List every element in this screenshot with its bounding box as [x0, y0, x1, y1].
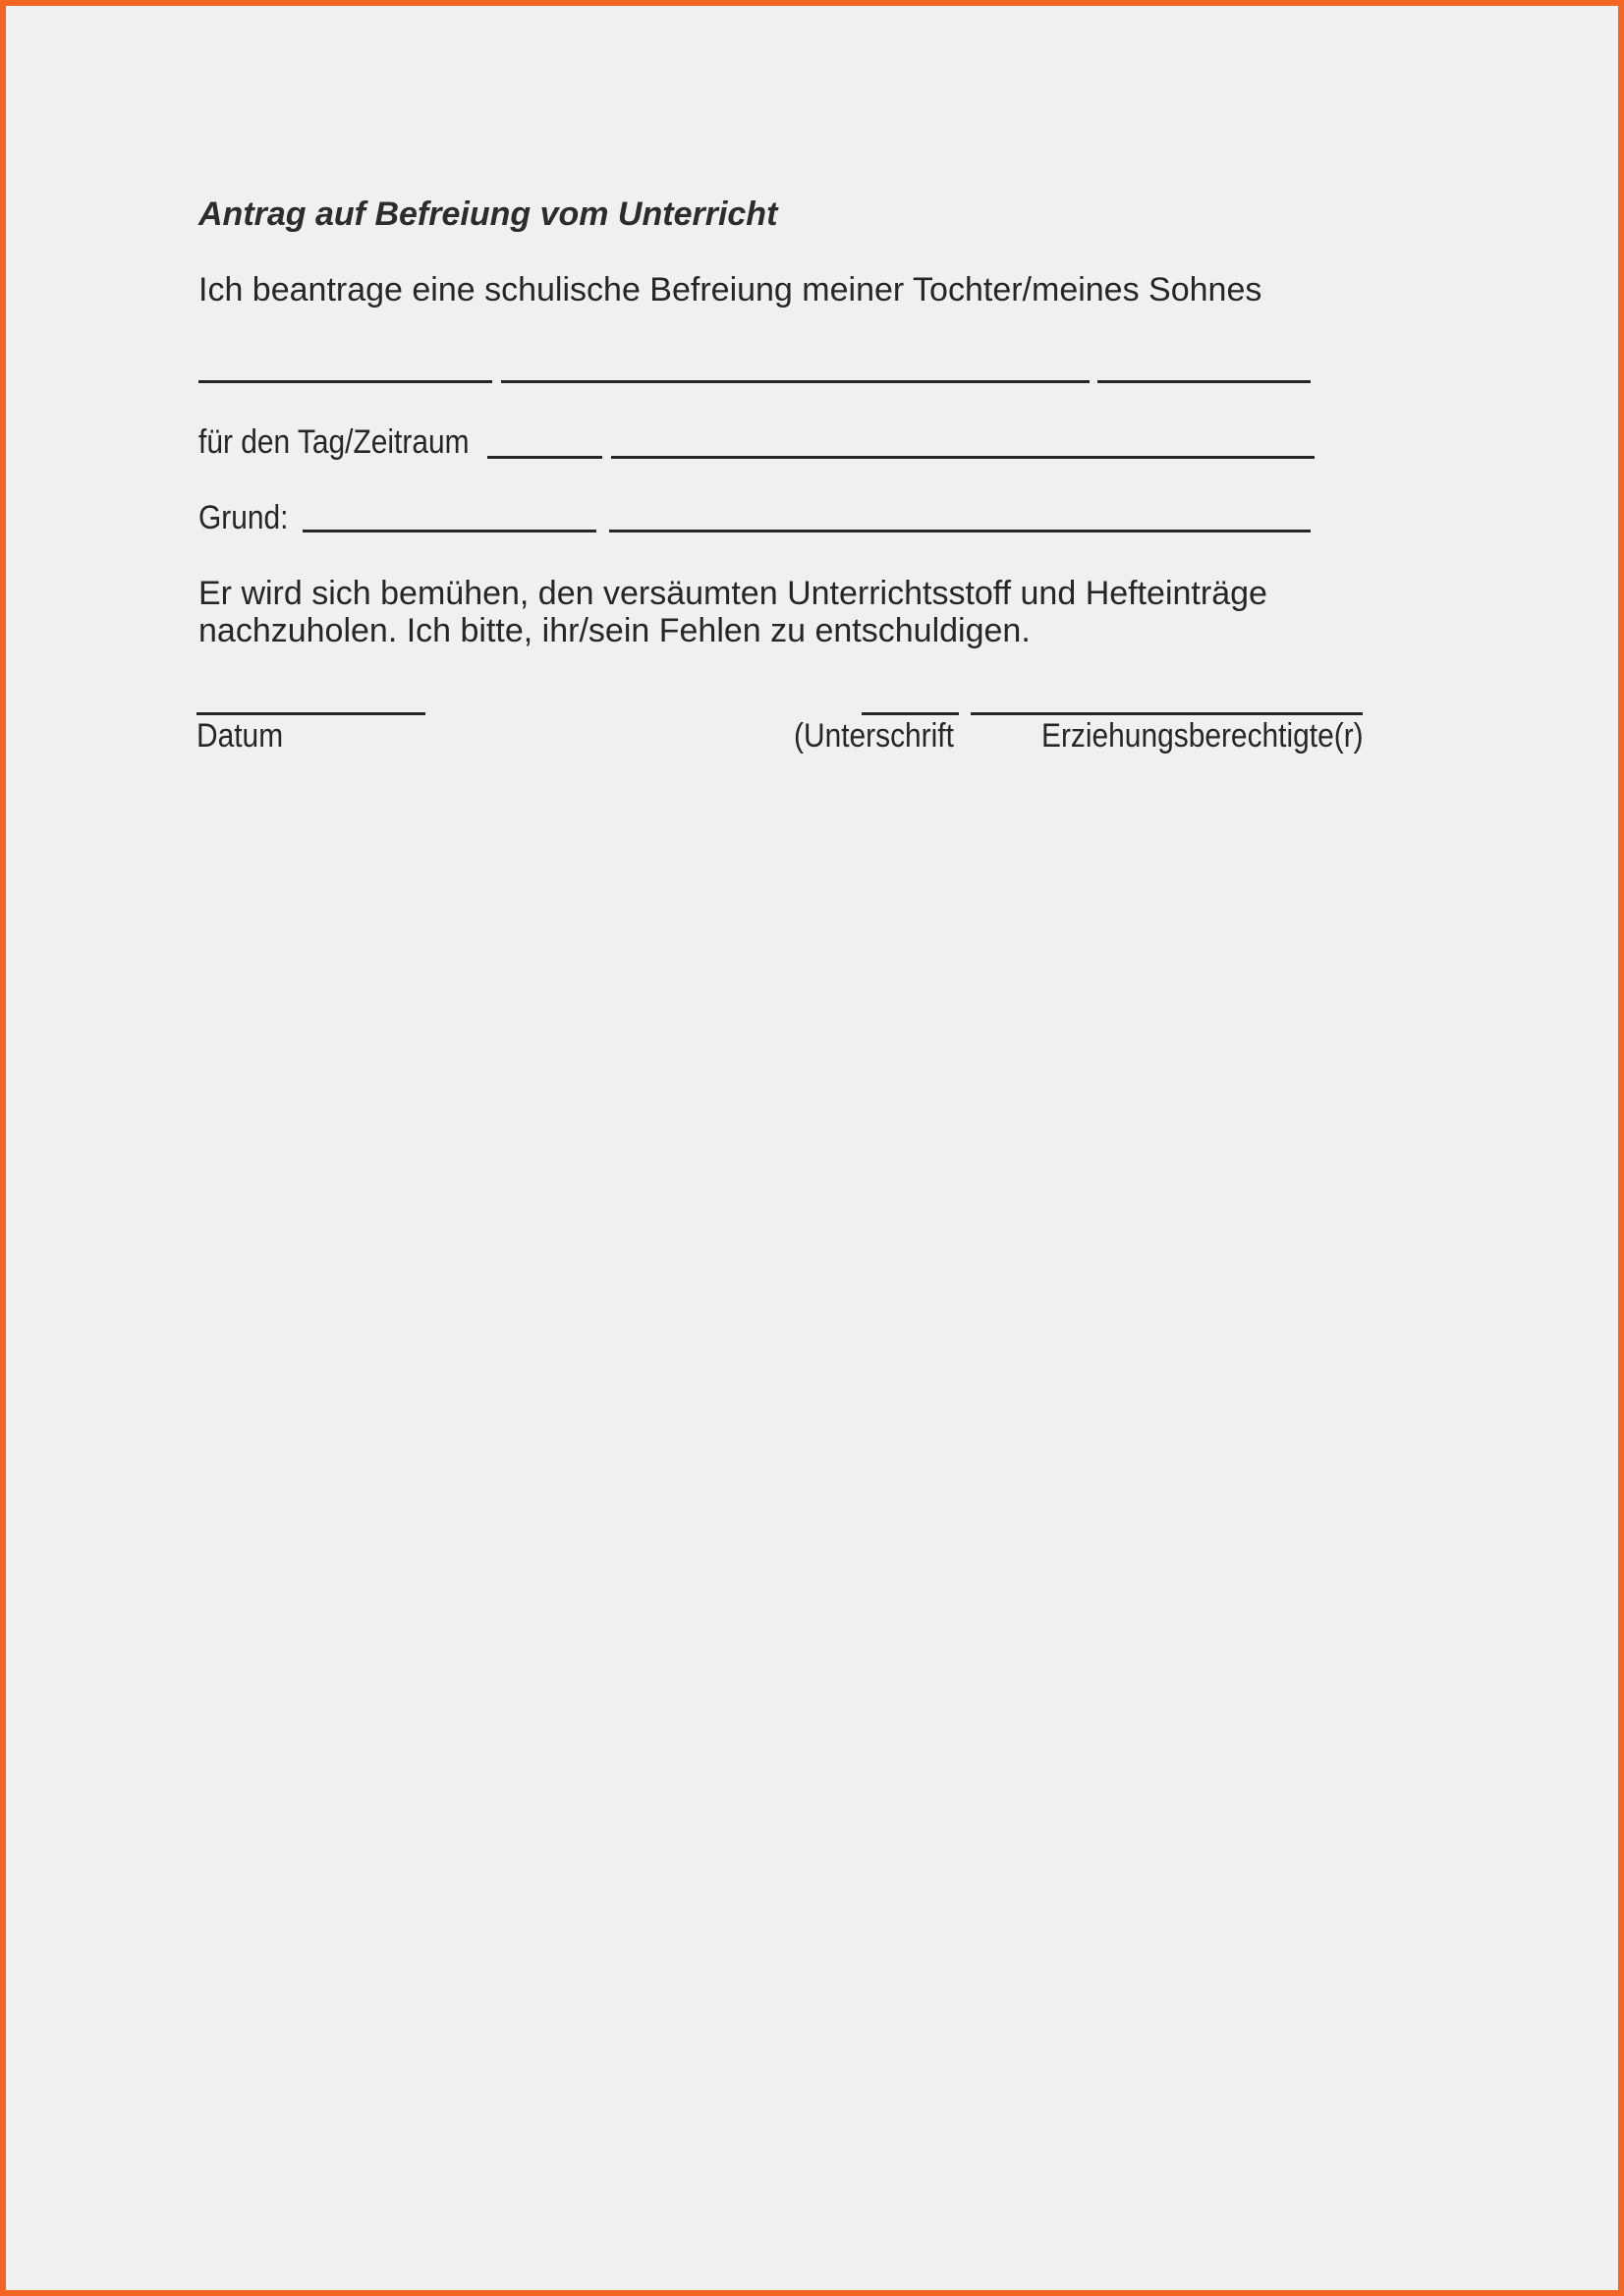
closing-line-2: nachzuholen. Ich bitte, ihr/sein Fehlen zu entschuldigen. [198, 612, 1031, 649]
signature-caption-2: Erziehungsberechtigte(r) [1041, 717, 1364, 755]
reason-line-1[interactable] [303, 530, 596, 532]
intro-text: Ich beantrage eine schulische Befreiung meiner Tochter/meines Sohnes [198, 271, 1262, 308]
period-date-line[interactable] [487, 456, 602, 459]
student-lastname-line[interactable] [501, 380, 1090, 383]
period-range-line[interactable] [611, 456, 1315, 459]
reason-line-2[interactable] [609, 530, 1311, 532]
date-caption: Datum [196, 717, 284, 755]
date-line[interactable] [196, 712, 425, 715]
reason-label: Grund: [198, 499, 289, 536]
student-class-line[interactable] [1097, 380, 1311, 383]
closing-line-1: Er wird sich bemühen, den versäumten Unterrichtsstoff und Hefteinträge [198, 575, 1267, 612]
form-title: Antrag auf Befreiung vom Unterricht [198, 196, 778, 233]
signature-line-1[interactable] [862, 712, 959, 715]
signature-line-2[interactable] [971, 712, 1363, 715]
signature-caption-1: (Unterschrift [794, 717, 954, 755]
student-firstname-line[interactable] [198, 380, 492, 383]
period-label: für den Tag/Zeitraum [198, 423, 470, 461]
